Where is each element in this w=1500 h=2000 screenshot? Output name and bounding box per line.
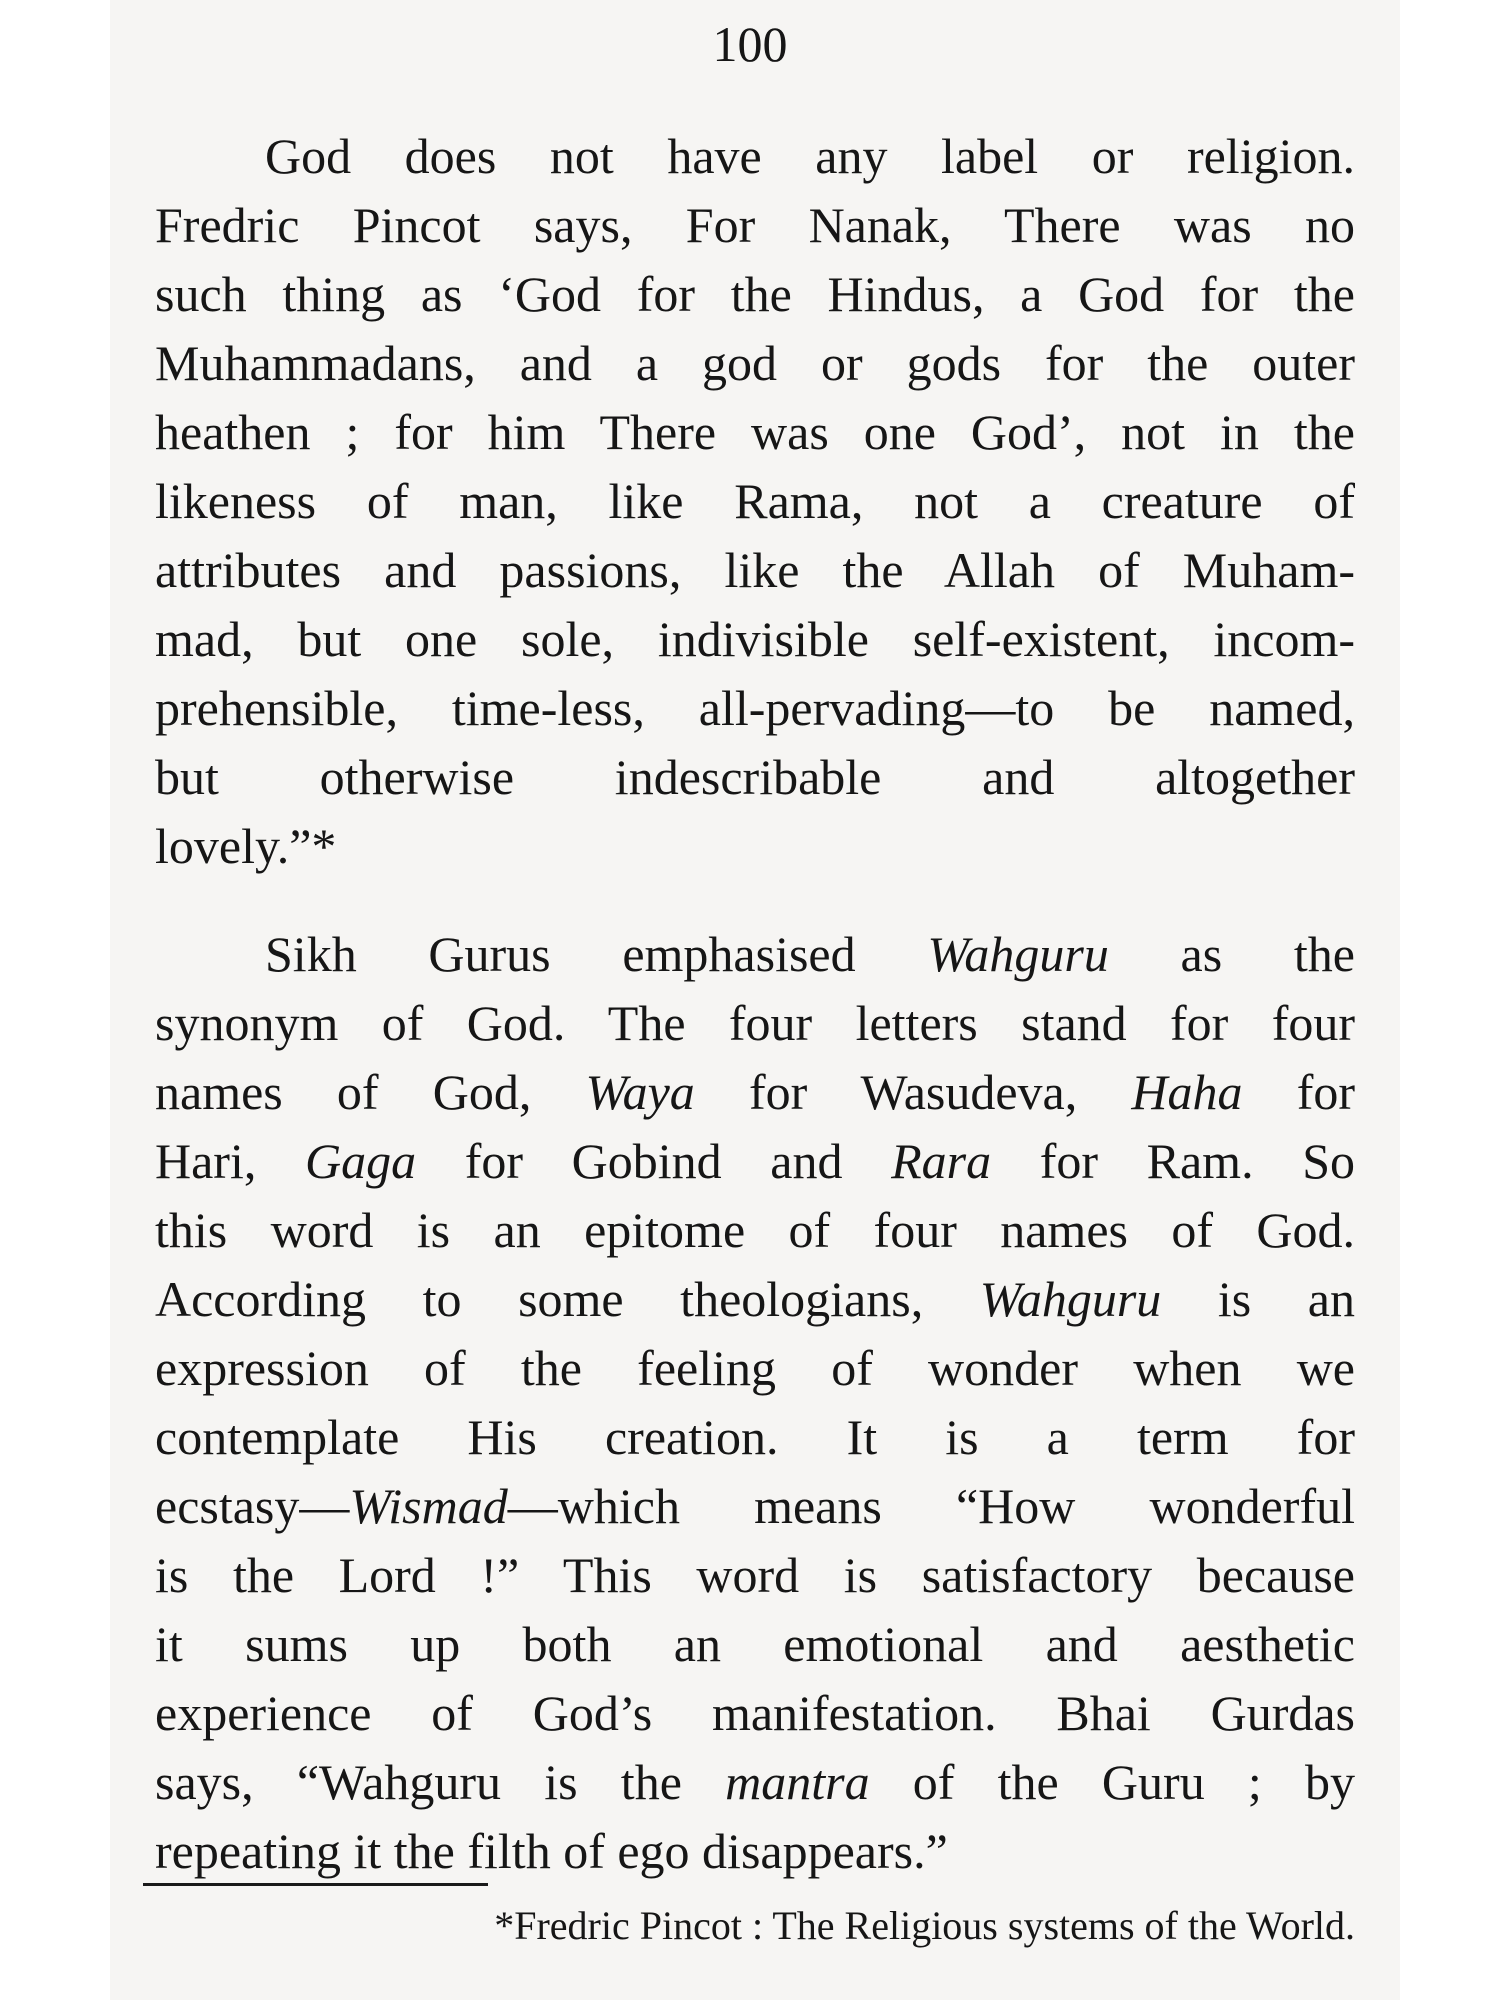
paragraph-line: likeness of man, like Rama, not a creature of bbox=[155, 473, 1355, 529]
paragraph-line: Muhammadans, and a god or gods for the outer bbox=[155, 335, 1355, 391]
text-run: as the bbox=[1108, 926, 1355, 982]
paragraph-line: God does not have any label or religion. bbox=[265, 128, 1355, 184]
paragraph-line: expression of the feeling of wonder when we bbox=[155, 1340, 1355, 1396]
text-run: Sikh Gurus emphasised bbox=[265, 926, 928, 982]
text-run: for Wasudeva, bbox=[694, 1064, 1132, 1120]
paragraph-line: repeating it the filth of ego disappears.” bbox=[155, 1823, 948, 1879]
paragraph-line: this word is an epitome of four names of God. bbox=[155, 1202, 1355, 1258]
text-run: says, “Wahguru is the bbox=[155, 1754, 726, 1810]
paragraph-line: heathen ; for him There was one God’, not in the bbox=[155, 404, 1355, 460]
paragraph-line: such thing as ‘God for the Hindus, a God for the bbox=[155, 266, 1355, 322]
italic-term: Haha bbox=[1131, 1064, 1243, 1120]
paragraph-line bbox=[155, 1058, 1355, 1127]
text-run: of the Guru ; by bbox=[869, 1754, 1355, 1810]
paragraph-line bbox=[155, 1472, 1355, 1541]
paragraph-line: Fredric Pincot says, For Nanak, There was no bbox=[155, 197, 1355, 253]
italic-term: Wahguru bbox=[979, 1271, 1162, 1327]
text-run: is an bbox=[1161, 1271, 1355, 1327]
italic-term: Rara bbox=[891, 1133, 992, 1189]
paragraph-line: mad, but one sole, indivisible self-existent, incom- bbox=[155, 611, 1355, 667]
text-run: for bbox=[1242, 1064, 1355, 1120]
text-run: names of God, bbox=[155, 1064, 586, 1120]
paragraph-line: contemplate His creation. It is a term for bbox=[155, 1409, 1355, 1465]
paragraph-line: attributes and passions, like the Allah of Muham- bbox=[155, 542, 1355, 598]
text-run: Hari, bbox=[155, 1133, 305, 1189]
paragraph-line bbox=[155, 1748, 1355, 1817]
paragraph-line: but otherwise indescribable and altogether bbox=[155, 749, 1355, 805]
text-run: According to some theologians, bbox=[155, 1271, 980, 1327]
italic-term: Wahguru bbox=[927, 926, 1109, 982]
text-run: for Gobind and bbox=[416, 1133, 892, 1189]
paragraph-1 bbox=[155, 122, 1355, 881]
paragraph-line bbox=[155, 1127, 1355, 1196]
paragraph-line bbox=[155, 920, 1355, 989]
paragraph-line: is the Lord !” This word is satisfactory because bbox=[155, 1547, 1355, 1603]
paragraph-line bbox=[155, 1265, 1355, 1334]
paragraph-line: it sums up both an emotional and aesthetic bbox=[155, 1616, 1355, 1672]
italic-term: mantra bbox=[725, 1754, 870, 1810]
italic-term: Gaga bbox=[304, 1133, 417, 1189]
paragraph-line: prehensible, time-less, all-pervading—to be named, bbox=[155, 680, 1355, 736]
paragraph-line: synonym of God. The four letters stand for four bbox=[155, 995, 1355, 1051]
page-number: 100 bbox=[712, 16, 788, 72]
paragraph-2 bbox=[155, 920, 1355, 1886]
text-run: for Ram. So bbox=[991, 1133, 1355, 1189]
paragraph-line: experience of God’s manifestation. Bhai Gurdas bbox=[155, 1685, 1355, 1741]
footnote-divider bbox=[143, 1883, 488, 1886]
paragraph-line: lovely.”* bbox=[155, 818, 337, 874]
text-run: ecstasy— bbox=[155, 1478, 350, 1534]
italic-term: Waya bbox=[585, 1064, 695, 1120]
text-run: —which means “How wonderful bbox=[507, 1478, 1355, 1534]
footnote: *Fredric Pincot : The Religious systems of the World. bbox=[494, 1903, 1355, 1948]
italic-term: Wismad bbox=[349, 1478, 508, 1534]
